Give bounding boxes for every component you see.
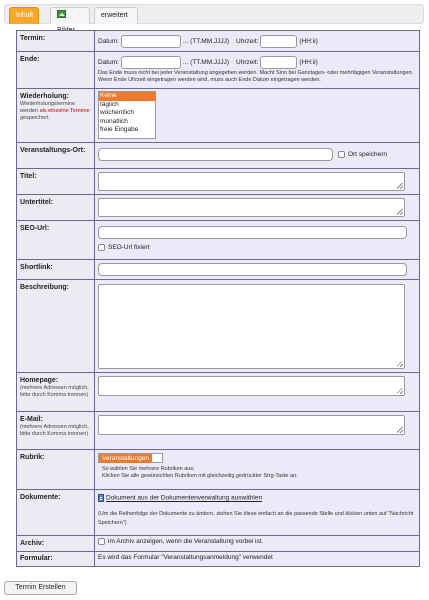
beschreibung-textarea[interactable] xyxy=(98,284,405,369)
image-icon xyxy=(57,10,66,18)
document-icon xyxy=(98,494,104,502)
rubrik-select[interactable] xyxy=(98,453,163,463)
ende-date-input[interactable] xyxy=(121,56,181,69)
termin-uhrzeit-label: Uhrzeit: xyxy=(236,38,259,45)
tab-inhalt[interactable] xyxy=(9,7,39,24)
termin-label: Termin: xyxy=(20,35,46,42)
seo-fixed-label: SEO-Url fixiert xyxy=(108,244,150,251)
ende-hint: Das Ende muss nicht bei jeder Veranstaltung angegeben werden. Macht Sinn bei Ganztages- oder mehrtägigen Veranstaltungen. Wenn Ende Uhrzeit eingetragen werden wird, muss auch Ende Datum eingetragen werden. xyxy=(98,70,414,83)
wiederholung-option[interactable]: täglich xyxy=(100,100,119,108)
wiederholung-option[interactable]: freie Eingabe xyxy=(100,126,139,133)
untertitel-textarea[interactable] xyxy=(98,198,405,217)
archiv-label: Archiv: xyxy=(20,540,45,547)
ort-save-label: Ort speichern xyxy=(347,151,387,158)
shortlink-label: Shortlink: xyxy=(20,264,53,271)
seo-label: SEO-Url: xyxy=(20,225,50,232)
seo-fixed-checkbox[interactable] xyxy=(98,244,105,251)
tab-bar xyxy=(4,4,424,24)
resize-grip-icon[interactable] xyxy=(397,427,403,433)
tab-bilder[interactable] xyxy=(50,7,90,24)
ende-uhrzeit-label: Uhrzeit: xyxy=(236,59,259,66)
dokumente-label: Dokumente: xyxy=(20,494,61,501)
ort-label: Veranstaltungs-Ort: xyxy=(20,147,86,154)
ende-label: Ende: xyxy=(20,56,40,63)
email-hint: (mehrere Adressen möglich, bitte durch Komma trennen) xyxy=(20,424,89,437)
rubrik-label: Rubrik: xyxy=(20,454,45,461)
event-form xyxy=(16,30,420,567)
tab-erweitert-label: erweitert xyxy=(101,12,128,19)
dokumente-hint: (Um die Reihenfolge der Dokumente zu ändern, ziehen Sie diese einfach an die passende Stelle und klicken unten auf "Nachricht Speichern") xyxy=(98,511,414,526)
titel-label: Titel: xyxy=(20,173,37,180)
ende-date-format: ... (TT.MM.JJJJ) xyxy=(182,59,230,66)
ort-input[interactable] xyxy=(98,148,333,161)
wiederholung-label: Wiederholung: xyxy=(20,93,69,100)
tab-erweitert[interactable] xyxy=(94,7,138,24)
termin-erstellen-button[interactable]: Termin Erstellen xyxy=(4,581,77,595)
ende-time-format: (HH:ii) xyxy=(299,59,318,66)
email-label: E-Mail: xyxy=(20,416,43,423)
archiv-text: im Archiv anzeigen, wenn die Veranstaltung vorbei ist. xyxy=(108,538,264,545)
homepage-hint: (mehrere Adressen möglich, bitte durch Komma trennen) xyxy=(20,385,89,398)
shortlink-input[interactable] xyxy=(98,263,407,276)
ende-datum-label: Datum: xyxy=(98,59,119,66)
formular-label: Formular: xyxy=(20,555,53,562)
resize-grip-icon[interactable] xyxy=(397,388,403,394)
email-textarea[interactable] xyxy=(98,415,405,435)
termin-time-input[interactable] xyxy=(260,35,297,48)
rubrik-hint-1: So wählen Sie mehrere Rubriken aus: xyxy=(102,466,195,472)
homepage-label: Homepage: xyxy=(20,377,59,384)
wiederholung-option[interactable]: wöchentlich xyxy=(100,109,134,116)
seo-url-input[interactable] xyxy=(98,226,407,239)
termin-date-format: ... (TT.MM.JJJJ) xyxy=(182,38,230,45)
termin-datum-label: Datum: xyxy=(98,38,119,45)
ende-time-input[interactable] xyxy=(260,56,297,69)
wiederholung-option[interactable]: monatlich xyxy=(100,117,128,125)
rubrik-option-selected[interactable]: Veranstaltungen xyxy=(99,454,152,463)
rubrik-hint-2: Klicken Sie alle gewünschten Rubriken mit gleichzeitig gedrückter Strg-Taste an. xyxy=(102,473,298,479)
wiederholung-description: Wiederholungstermine werden als einzelne Termine gespeichert. xyxy=(20,101,90,121)
termin-time-format: (HH:ii) xyxy=(299,38,318,45)
homepage-textarea[interactable] xyxy=(98,376,405,396)
wiederholung-option[interactable]: Keine xyxy=(99,92,155,101)
tab-inhalt-label: Inhalt xyxy=(16,12,34,19)
termin-date-input[interactable] xyxy=(121,35,181,48)
resize-grip-icon[interactable] xyxy=(397,209,403,215)
wiederholung-select[interactable] xyxy=(98,91,156,139)
untertitel-label: Untertitel: xyxy=(20,199,54,206)
titel-textarea[interactable] xyxy=(98,172,405,191)
beschreibung-label: Beschreibung: xyxy=(20,284,70,291)
archiv-checkbox[interactable] xyxy=(98,538,105,545)
ort-save-checkbox[interactable] xyxy=(338,151,345,158)
formular-text: Es wird das Formular "Veranstaltungsanmeldung" verwendet xyxy=(98,554,273,561)
resize-grip-icon[interactable] xyxy=(397,361,403,367)
resize-grip-icon[interactable] xyxy=(397,183,403,189)
dokument-select-link[interactable]: Dokument aus der Dokumentenverwaltung auswählen xyxy=(106,494,263,502)
